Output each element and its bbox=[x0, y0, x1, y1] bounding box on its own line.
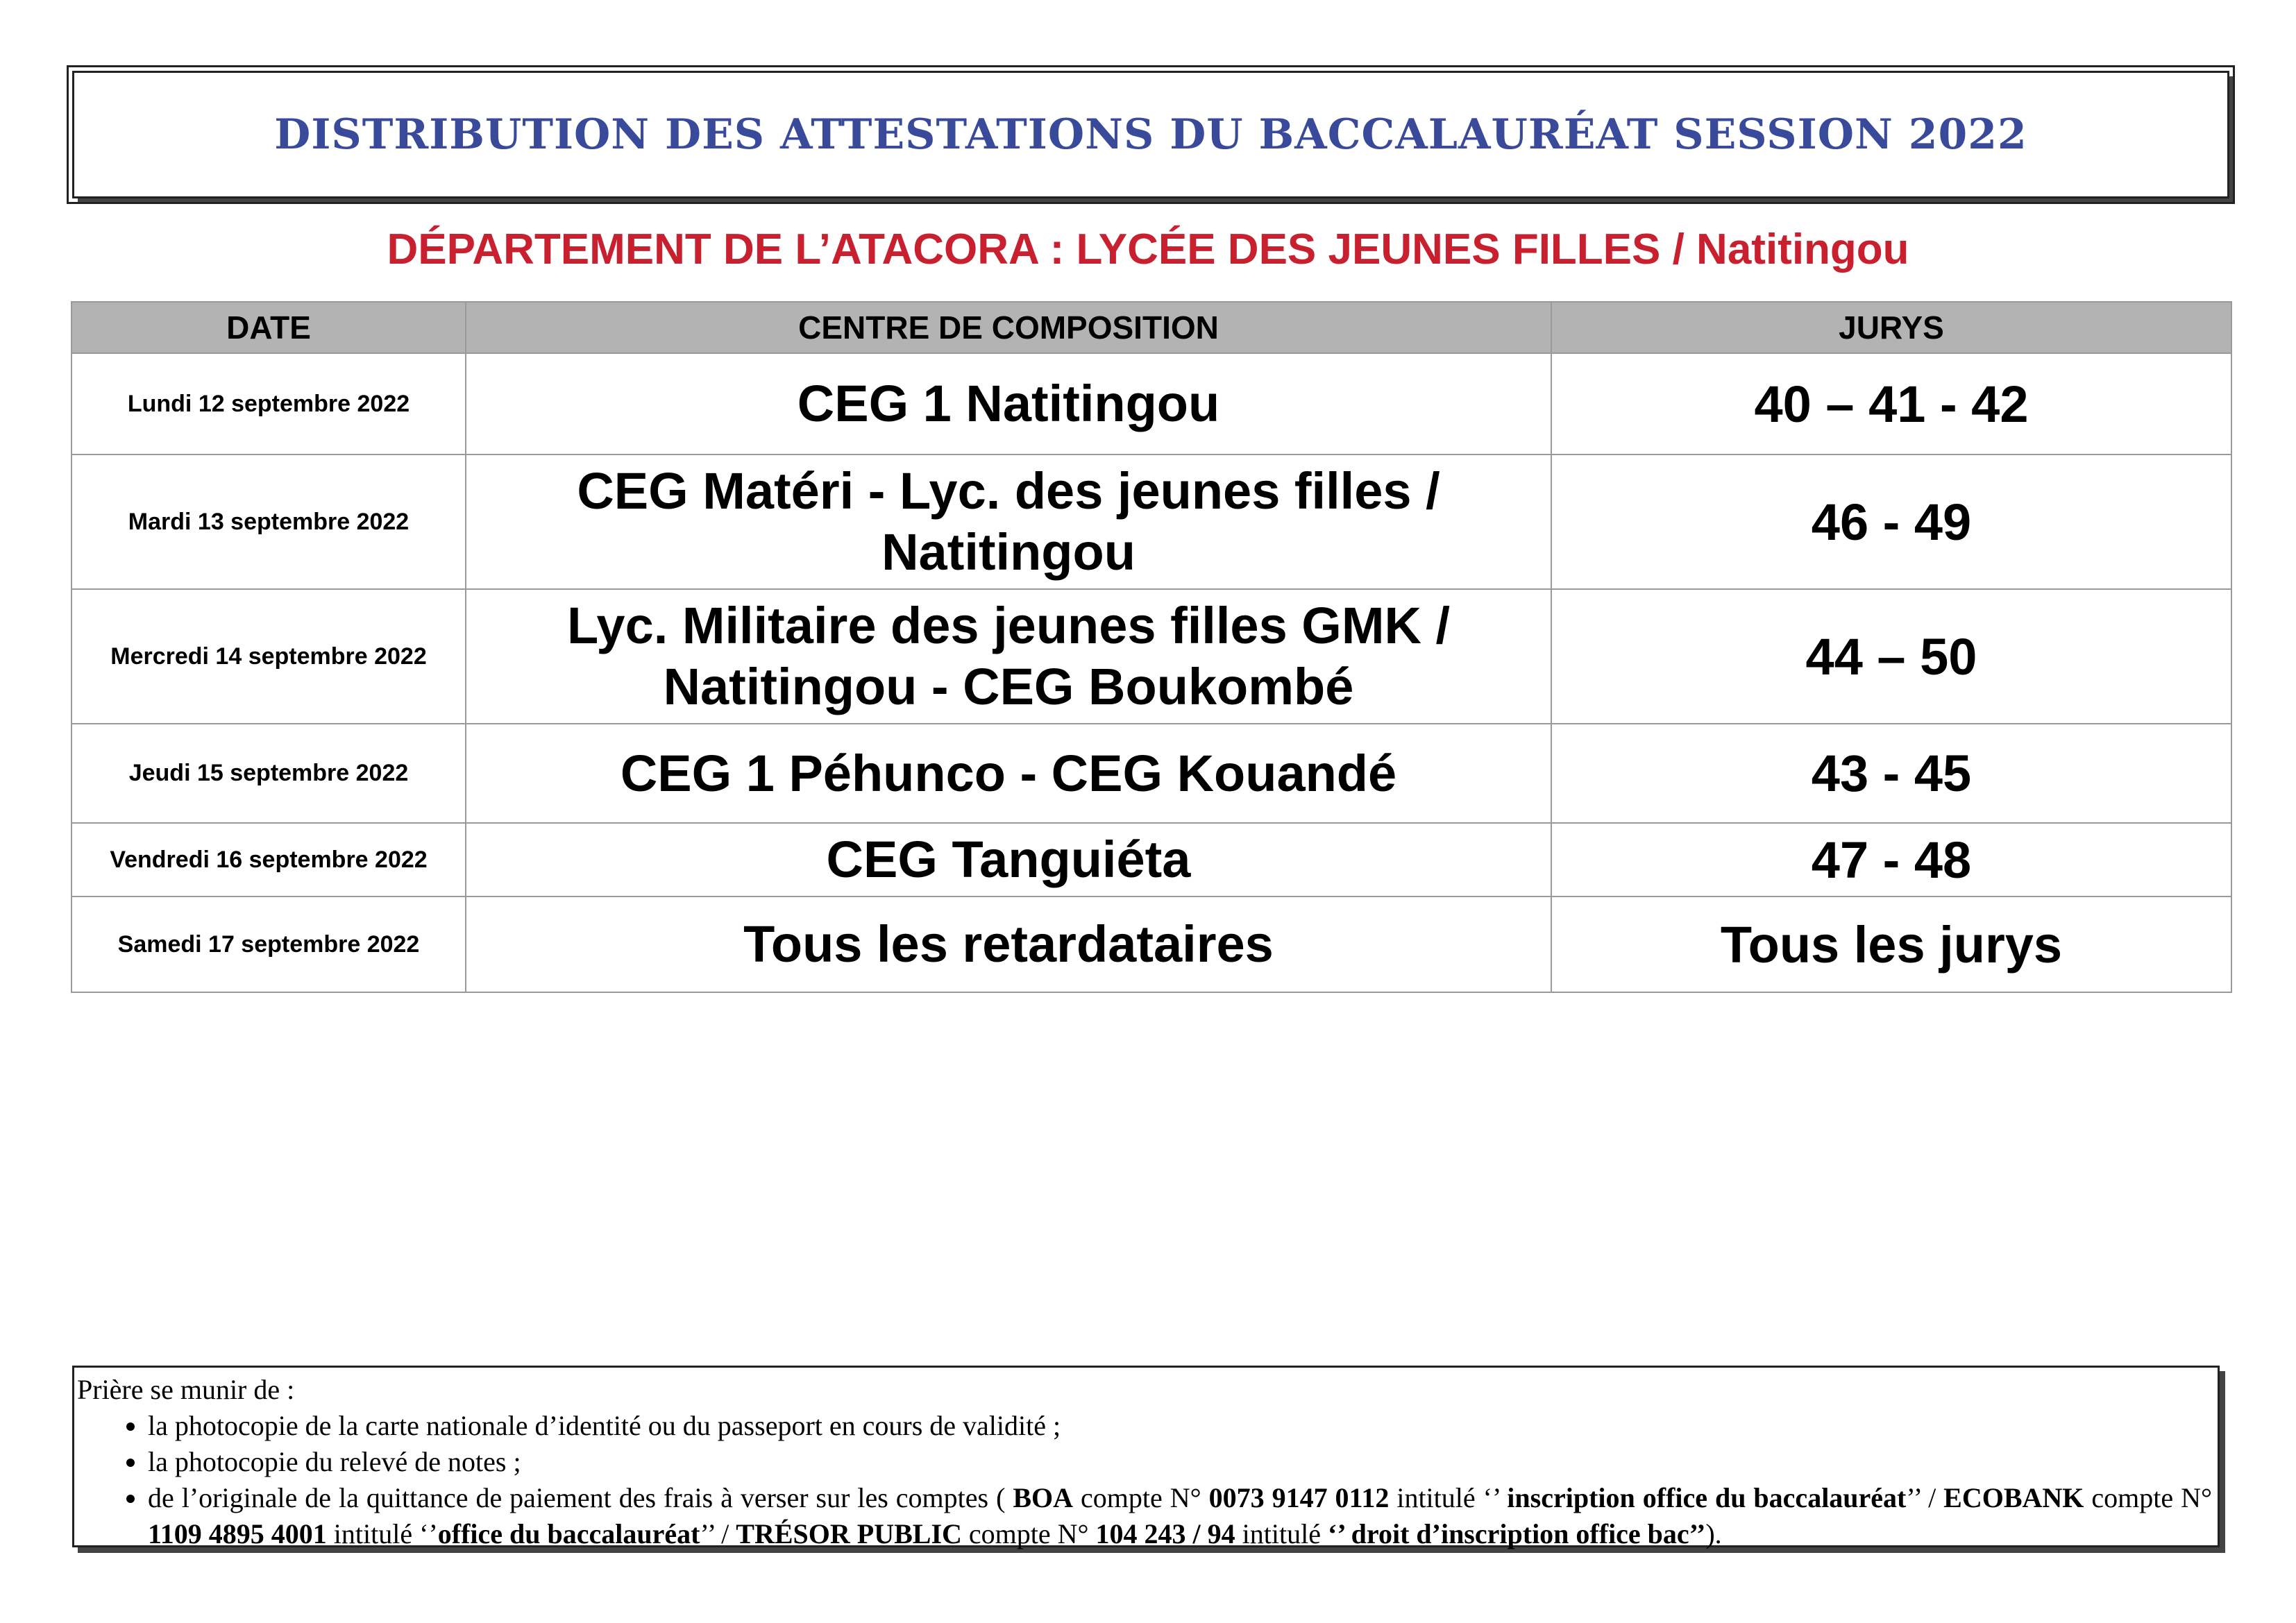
note-item-text: la photocopie du relevé de notes ; bbox=[148, 1446, 521, 1477]
row-centre bbox=[466, 454, 1551, 589]
bank-name-tresor: TRÉSOR PUBLIC bbox=[736, 1518, 962, 1549]
centre-line-1: Lyc. Militaire des jeunes filles GMK / bbox=[566, 597, 1451, 654]
row-date: Vendredi 16 septembre 2022 bbox=[71, 823, 466, 897]
centre-line-1: CEG 1 Natitingou bbox=[797, 375, 1220, 432]
page-subtitle: DÉPARTEMENT DE L’ATACORA : LYCÉE DES JEUNES FILLES / Natitingou bbox=[387, 226, 1909, 273]
row-centre bbox=[466, 897, 1551, 992]
note-item-text: la photocopie de la carte nationale d’identité ou du passeport en cours de validité ; bbox=[148, 1410, 1061, 1441]
schedule-table bbox=[71, 301, 2232, 993]
row-jurys: 40 – 41 - 42 bbox=[1551, 353, 2231, 454]
row-date: Mercredi 14 septembre 2022 bbox=[71, 589, 466, 724]
centre-line-2: Natitingou - CEG Boukombé bbox=[663, 658, 1354, 715]
column-header-date: DATE bbox=[71, 302, 466, 353]
account-number-ecobank: 1109 4895 4001 bbox=[148, 1518, 327, 1549]
note-text: ). bbox=[1705, 1518, 1722, 1549]
centre-line-2: Natitingou bbox=[881, 523, 1136, 581]
note-text: compte N° bbox=[961, 1518, 1096, 1549]
note-text: intitulé ‘’ bbox=[326, 1518, 438, 1549]
row-jurys: 46 - 49 bbox=[1551, 454, 2231, 589]
account-title-tresor: ‘’ droit d’inscription office bac’’ bbox=[1328, 1518, 1706, 1549]
table-row bbox=[71, 823, 2231, 897]
page-title: DISTRIBUTION DES ATTESTATIONS DU BACCALAURÉAT SESSION 2022 bbox=[274, 110, 2027, 159]
requirements-note bbox=[72, 1366, 2220, 1547]
row-jurys: Tous les jurys bbox=[1551, 897, 2231, 992]
column-header-jurys: JURYS bbox=[1551, 302, 2231, 353]
table-header-row bbox=[71, 302, 2231, 353]
list-item bbox=[148, 1408, 2212, 1444]
title-box bbox=[72, 71, 2229, 198]
row-date: Lundi 12 septembre 2022 bbox=[71, 353, 466, 454]
row-date: Jeudi 15 septembre 2022 bbox=[71, 724, 466, 823]
centre-line-1: CEG Matéri - Lyc. des jeunes filles / bbox=[577, 462, 1440, 520]
note-text: ’’ / bbox=[700, 1518, 736, 1549]
account-number-boa: 0073 9147 0112 bbox=[1208, 1482, 1390, 1513]
row-date: Mardi 13 septembre 2022 bbox=[71, 454, 466, 589]
centre-line-1: Tous les retardataires bbox=[743, 915, 1274, 973]
account-number-tresor: 104 243 / 94 bbox=[1095, 1518, 1235, 1549]
note-text: de l’originale de la quittance de paiement des frais à verser sur les comptes ( bbox=[148, 1482, 1013, 1513]
centre-line-1: CEG Tanguiéta bbox=[826, 831, 1191, 888]
note-text: compte N° bbox=[2084, 1482, 2212, 1513]
centre-line-1: CEG 1 Péhunco - CEG Kouandé bbox=[620, 744, 1397, 802]
row-date: Samedi 17 septembre 2022 bbox=[71, 897, 466, 992]
table-row bbox=[71, 454, 2231, 589]
account-title-ecobank: office du baccalauréat bbox=[437, 1518, 700, 1549]
table-row bbox=[71, 897, 2231, 992]
table-row bbox=[71, 589, 2231, 724]
account-title-boa: inscription office du baccalauréat bbox=[1507, 1482, 1907, 1513]
note-text: compte N° bbox=[1073, 1482, 1209, 1513]
row-jurys: 43 - 45 bbox=[1551, 724, 2231, 823]
row-centre bbox=[466, 724, 1551, 823]
column-header-centre: CENTRE DE COMPOSITION bbox=[466, 302, 1551, 353]
table-row bbox=[71, 724, 2231, 823]
note-intro: Prière se munir de : bbox=[77, 1374, 295, 1405]
list-item bbox=[148, 1480, 2212, 1552]
row-jurys: 47 - 48 bbox=[1551, 823, 2231, 897]
note-text: ’’ / bbox=[1906, 1482, 1944, 1513]
row-jurys: 44 – 50 bbox=[1551, 589, 2231, 724]
bank-name-boa: BOA bbox=[1013, 1482, 1074, 1513]
bank-name-ecobank: ECOBANK bbox=[1943, 1482, 2084, 1513]
note-text: intitulé bbox=[1235, 1518, 1328, 1549]
table-row bbox=[71, 353, 2231, 454]
list-item bbox=[148, 1444, 2212, 1480]
requirements-list bbox=[77, 1408, 2212, 1552]
row-centre bbox=[466, 823, 1551, 897]
row-centre bbox=[466, 353, 1551, 454]
row-centre bbox=[466, 589, 1551, 724]
note-text: intitulé ‘’ bbox=[1389, 1482, 1508, 1513]
